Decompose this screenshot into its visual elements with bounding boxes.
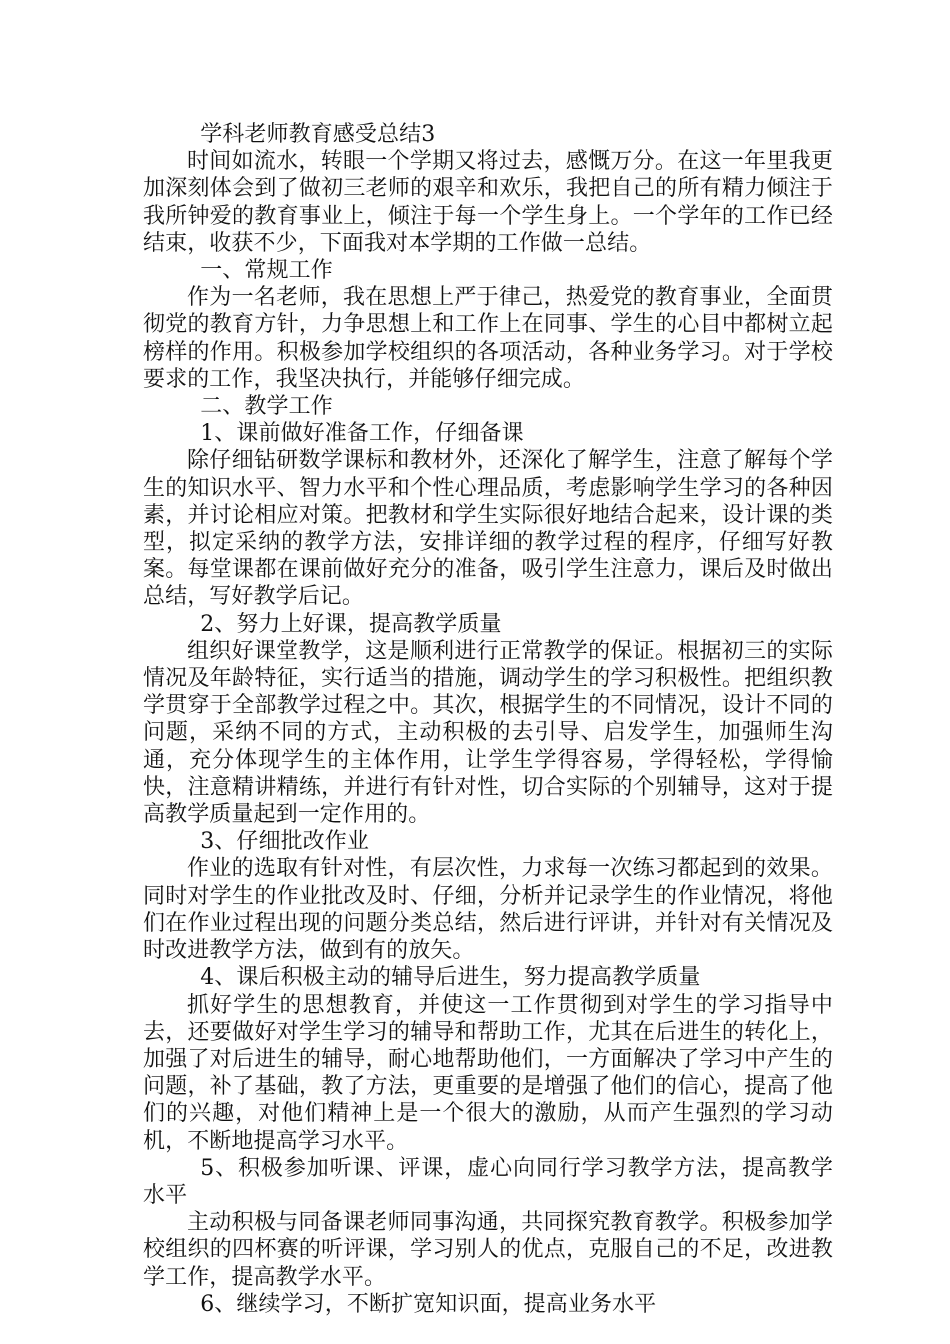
heading-grading: 3、仔细批改作业: [200, 829, 369, 855]
paragraph-routine-work: 作为一名老师，我在思想上严于律己，热爱党的教育事业，全面贯彻党的教育方针，力争思想上和工作上在同事、学生的心目中都树立起榜样的作用。积极参加学校组织的各项活动，各种业务学习。对于学校要求的工作，我坚决执行，并能够仔细完成。: [143, 285, 833, 392]
heading-teach-well: 2、努力上好课，提高教学质量: [200, 611, 502, 637]
paragraph-observation: 主动积极与同备课老师同事沟通，共同探究教育教学。积极参加学校组织的四杯赛的听评课，学习别人的优点，克服自己的不足，改进教学工作，提高教学水平。: [143, 1210, 833, 1290]
heading-continued-learning: 6、继续学习，不断扩宽知识面，提高业务水平: [200, 1291, 657, 1317]
paragraph-intro: 时间如流水，转眼一个学期又将过去，感慨万分。在这一年里我更加深刻体会到了做初三老师的艰辛和欢乐，我把自己的所有精力倾注于我所钟爱的教育事业上，倾注于每一个学生身上。一个学年的工作已经结束，收获不少，下面我对本学期的工作做一总结。: [143, 149, 833, 256]
paragraph-tutoring: 抓好学生的思想教育，并使这一工作贯彻到对学生的学习指导中去，还要做好对学生学习的辅导和帮助工作，尤其在后进生的转化上，加强了对后进生的辅导，耐心地帮助他们，一方面解决了学习中产生的问题，补了基础，教了方法，更重要的是增强了他们的信心，提高了他们的兴趣，对他们精神上是一个很大的激励，从而产生强烈的学习动机，不断地提高学习水平。: [143, 992, 833, 1154]
heading-teaching-work: 二、教学工作: [200, 394, 333, 420]
paragraph-lesson-prep: 除仔细钻研数学课标和教材外，还深化了解学生，注意了解每个学生的知识水平、智力水平和个性心理品质，考虑影响学生学习的各种因素，并讨论相应对策。把教材和学生实际很好地结合起来，设计课的类型，拟定采纳的教学方法，安排详细的教学过程的程序，仔细写好教案。每堂课都在课前做好充分的准备，吸引学生注意力，课后及时做出总结，写好教学后记。: [143, 448, 833, 610]
heading-routine-work: 一、常规工作: [200, 258, 333, 284]
heading-observation: 5、积极参加听课、评课，虚心向同行学习教学方法，提高教学水平: [143, 1155, 833, 1208]
document-body: [143, 121, 833, 1318]
heading-lesson-prep: 1、课前做好准备工作，仔细备课: [200, 421, 524, 447]
heading-tutoring: 4、课后积极主动的辅导后进生，努力提高教学质量: [200, 965, 701, 991]
document-title: 学科老师教育感受总结3: [200, 122, 436, 147]
paragraph-teach-well: 组织好课堂教学，这是顺利进行正常教学的保证。根据初三的实际情况及年龄特征，实行适当的措施，调动学生的学习积极性。把组织教学贯穿于全部教学过程之中。其次，根据学生的不同情况，设计不同的问题，采纳不同的方式，主动积极的去引导、启发学生，加强师生沟通，充分体现学生的主体作用，让学生学得容易，学得轻松，学得愉快，注意精讲精练，并进行有针对性，切合实际的个别辅导，这对于提高教学质量起到一定作用的。: [143, 638, 833, 828]
paragraph-grading: 作业的选取有针对性，有层次性，力求每一次练习都起到的效果。同时对学生的作业批改及时、仔细，分析并记录学生的作业情况，将他们在作业过程出现的问题分类总结，然后进行评讲，并针对有关情况及时改进教学方法，做到有的放矢。: [143, 856, 833, 964]
